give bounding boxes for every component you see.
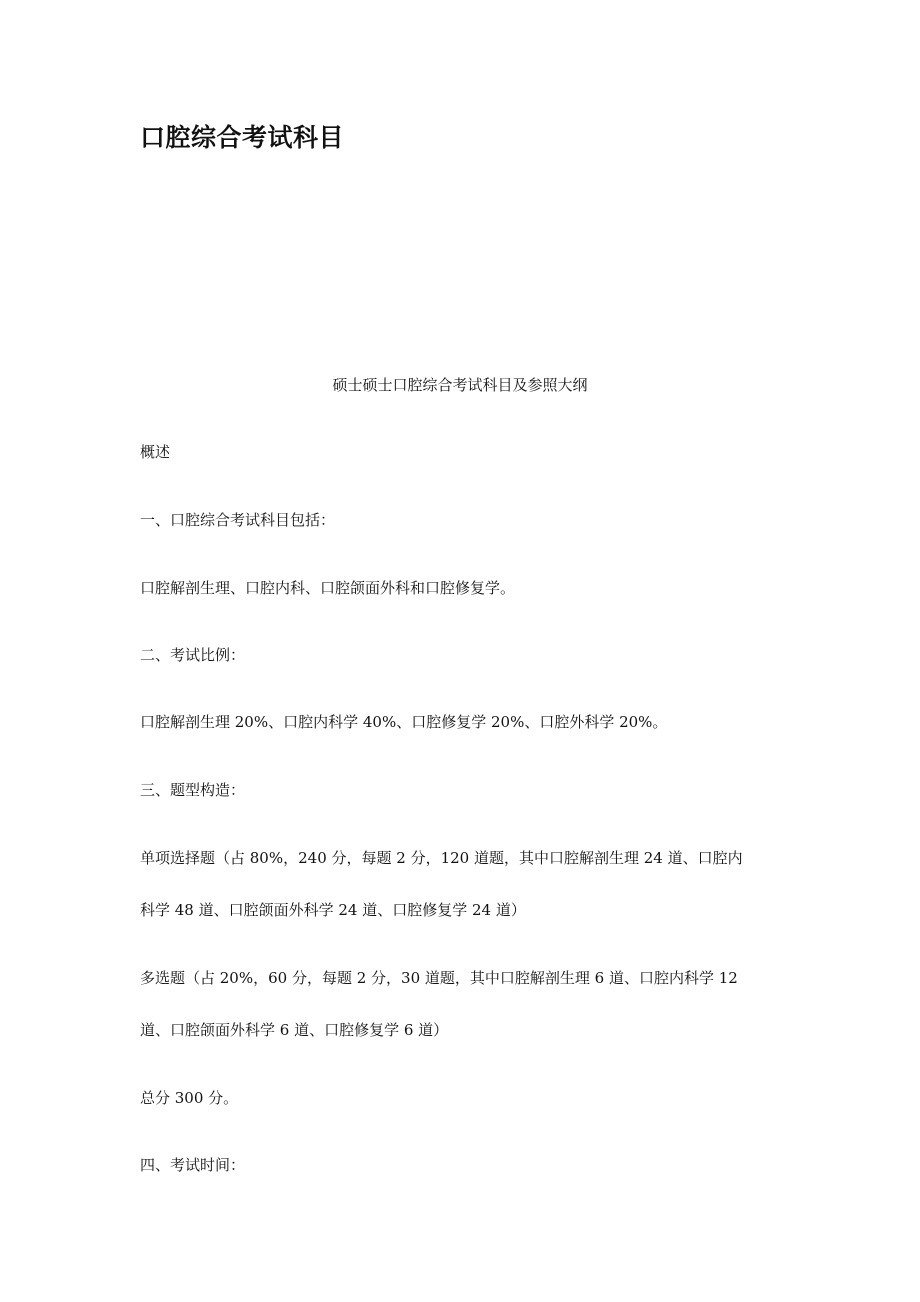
section3-multi-choice-line2: 道、口腔颌面外科学 6 道、口腔修复学 6 道） bbox=[140, 1021, 449, 1039]
section3-total: 总分 300 分。 bbox=[140, 1089, 239, 1107]
overview-heading: 概述 bbox=[140, 443, 171, 461]
document-title: 口腔综合考试科目 bbox=[140, 123, 345, 152]
section3-multi-choice-line1: 多选题（占 20%，60 分，每题 2 分，30 道题，其中口腔解剖生理 6 道、口腔内科学 12 bbox=[140, 969, 738, 987]
section3-single-choice-line2: 科学 48 道、口腔颌面外科学 24 道、口腔修复学 24 道） bbox=[140, 901, 526, 919]
section1-body: 口腔解剖生理、口腔内科、口腔颌面外科和口腔修复学。 bbox=[140, 579, 516, 597]
section2-body: 口腔解剖生理 20%、口腔内科学 40%、口腔修复学 20%、口腔外科学 20%。 bbox=[140, 713, 668, 731]
section1-heading: 一、口腔综合考试科目包括： bbox=[140, 511, 336, 529]
section3-heading: 三、题型构造： bbox=[140, 781, 246, 799]
section2-heading: 二、考试比例： bbox=[140, 646, 246, 664]
document-subtitle: 硕士硕士口腔综合考试科目及参照大纲 bbox=[332, 376, 588, 394]
section3-single-choice-line1: 单项选择题（占 80%，240 分，每题 2 分，120 道题，其中口腔解剖生理 24 道、口腔内 bbox=[140, 849, 743, 867]
section4-heading: 四、考试时间： bbox=[140, 1156, 246, 1174]
